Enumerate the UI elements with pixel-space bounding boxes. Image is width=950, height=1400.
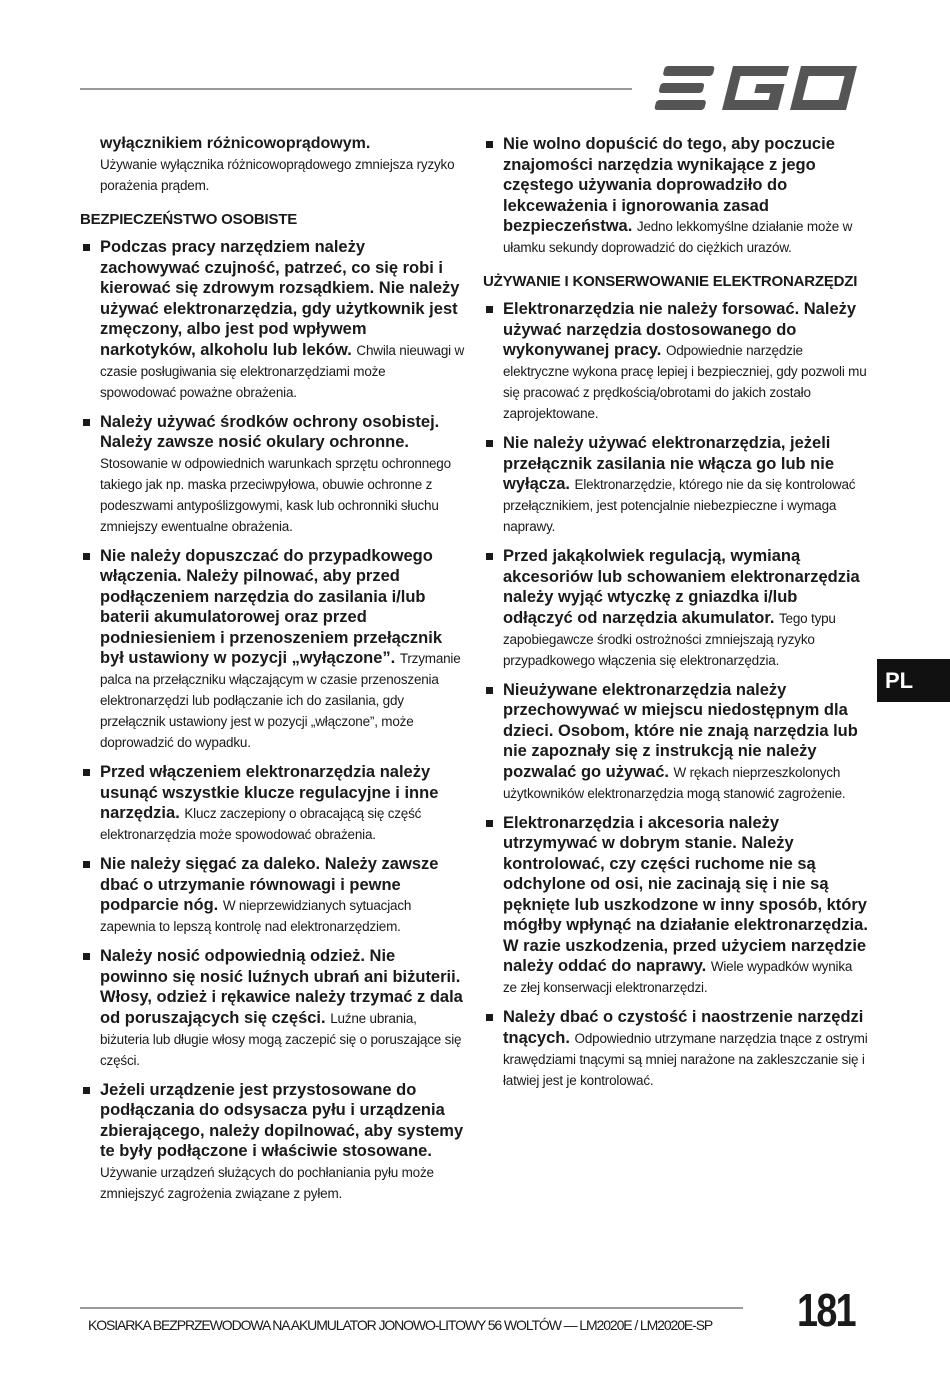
item-body: Odpowiednio utrzymane narzędzia tnące z ostrymi krawędziami tnącymi są mniej narażone na zakleszczanie się i łatwiej jest je kontrolować.	[503, 1030, 868, 1088]
bullet-icon	[83, 953, 90, 960]
item-body: Stosowanie w odpowiednich warunkach sprzętu ochronnego takiego jak np. maska przeciwpyłowa, obuwie ochronne z podeszwami antypoślizgowymi, kask lub ochronniki słuchu zmniejszy ewentualne obrażenia.	[100, 455, 451, 534]
bullet-icon	[83, 553, 90, 560]
list-item	[483, 1007, 868, 1091]
bullet-icon	[83, 244, 90, 251]
bullet-icon	[83, 419, 90, 426]
bullet-icon	[486, 141, 493, 148]
list-item	[80, 762, 465, 845]
bullet-icon	[83, 769, 90, 776]
bullet-icon	[83, 861, 90, 868]
list-item	[80, 854, 465, 937]
left-column	[80, 134, 465, 1213]
bullet-icon	[486, 553, 493, 560]
item-body: Klucz zaczepiony o obracającą się część elektronarzędzia może spowodować obrażenia.	[100, 806, 422, 842]
section-title-personal-safety: BEZPIECZEŃSTWO OSOBISTE	[80, 211, 298, 228]
item-body: Wiele wypadków wynika ze złej konserwacji elektronarzędzi.	[503, 959, 853, 995]
list-item	[80, 946, 465, 1071]
item-lead: Należy nosić odpowiednią odzież. Nie powinno się nosić luźnych ubrań ani biżuterii. Włosy, odzież i rękawice należy trzymać z dala od poruszających się części.	[100, 947, 463, 1027]
list-item	[483, 813, 868, 999]
list-item	[80, 237, 465, 403]
list-item	[483, 433, 868, 537]
item-body: Tego typu zapobiegawcze środki ostrożności zmniejszają ryzyko przypadkowego włączenia się elektronarzędzia.	[503, 610, 836, 668]
item-lead: Należy dbać o czystość i naostrzenie narzędzi tnących.	[503, 1008, 864, 1047]
right-column	[483, 134, 868, 1100]
list-item	[483, 299, 868, 424]
item-lead: Nieużywane elektronarzędzia należy przechowywać w miejscu niedostępnym dla dzieci. Osobom, które nie znają narzędzia lub nie zapoznały się z instrukcją nie należy pozwalać go używać.	[503, 680, 858, 781]
item-body: Używanie urządzeń służących do pochłaniania pyłu może zmniejszyć zagrożenia związane z pyłem.	[100, 1164, 434, 1201]
bullet-icon	[486, 306, 493, 313]
item-lead: Nie wolno dopuścić do tego, aby poczucie znajomości narzędzia wynikające z jego częstego używania doprowadziło do lekceważenia i ignorowania zasad bezpieczeństwa.	[503, 135, 835, 235]
list-item	[483, 546, 868, 671]
item-lead: Nie należy sięgać za daleko. Należy zawsze dbać o utrzymanie równowagi i pewne podparcie nóg.	[100, 855, 439, 914]
list-item	[80, 1080, 465, 1204]
header-rule	[80, 88, 632, 90]
bullet-icon	[486, 820, 493, 827]
list-item	[80, 546, 465, 754]
continuation-body: Używanie wyłącznika różnicowoprądowego zmniejsza ryzyko porażenia prądem.	[100, 157, 455, 193]
item-lead: Jeżeli urządzenie jest przystosowane do podłączania do odsysacza pyłu i urządzenia zbierającego, należy dopilnować, aby systemy te były podłączone i właściwie stosowane.	[100, 1080, 464, 1160]
bullet-icon	[486, 687, 493, 694]
item-lead: Elektronarzędzia i akcesoria należy utrzymywać w dobrym stanie. Należy kontrolować, czy części ruchome nie są odchylone od osi, nie zacinają się i nie są pęknięte lub uszkodzone w inny sposób, który mógłby wpłynąć na działanie elektronarzędzia. W razie uszkodzenia, przed użyciem narzędzie należy oddać do naprawy.	[503, 813, 868, 975]
item-lead: Podczas pracy narzędziem należy zachowywać czujność, patrzeć, co się robi i kierować się zdrowym rozsądkiem. Nie należy używać elektronarzędzia, gdy użytkownik jest zmęczony, albo jest pod wpływem narkotyków, alkoholu lub leków.	[100, 238, 460, 359]
item-lead: Elektronarzędzia nie należy forsować. Należy używać narzędzia dostosowanego do wykonywanej pracy.	[503, 300, 857, 359]
ego-logo	[652, 62, 864, 114]
item-body: Jedno lekkomyślne działanie może w ułamku sekundy doprowadzić do ciężkich urazów.	[503, 219, 853, 255]
item-body: Elektronarzędzie, którego nie da się kontrolować przełącznikiem, jest potencjalnie niebezpieczne i wymaga naprawy.	[503, 477, 856, 534]
item-lead: Nie należy używać elektronarzędzia, jeżeli przełącznik zasilania nie włącza go lub nie wyłącza.	[503, 434, 835, 493]
footer-rule	[80, 1307, 743, 1309]
item-body: W rękach nieprzeszkolonych użytkowników elektronarzędzia mogą stanowić zagrożenie.	[503, 764, 846, 801]
item-body: Odpowiednie narzędzie elektryczne wykona pracę lepiej i bezpieczniej, gdy pozwoli mu się pracować z prędkością/obrotami do jakich zostało zaprojektowane.	[503, 343, 867, 421]
footer-product-title: KOSIARKA BEZPRZEWODOWA NA AKUMULATOR JONOWO-LITOWY 56 WOLTÓW — LM2020E / LM2020E-SP	[88, 1317, 713, 1333]
item-lead: Przed włączeniem elektronarzędzia należy usunąć wszystkie klucze regulacyjne i inne narzędzia.	[100, 763, 439, 822]
language-tab: PL	[877, 659, 950, 702]
bullet-icon	[83, 1087, 90, 1094]
item-body: Luźne ubrania, biżuteria lub długie włosy mogą zaczepić się o poruszające się części.	[100, 1010, 462, 1068]
item-body: Trzymanie palca na przełączniku włączającym w czasie przenoszenia elektronarzędzi lub podłączanie ich do zasilania, gdy przełącznik ustawiony jest w pozycji „włączone”, może doprowadzić do wypadku.	[100, 651, 461, 750]
section-title-use-and-care: UŻYWANIE I KONSERWOWANIE ELEKTRONARZĘDZI	[483, 273, 858, 290]
page-number: 181	[797, 1284, 856, 1336]
item-body: W nieprzewidzianych sytuacjach zapewnia to lepszą kontrolę nad elektronarzędziem.	[100, 898, 412, 934]
list-item	[483, 134, 868, 258]
item-body: Chwila nieuwagi w czasie posługiwania się elektronarzędziami może spowodować poważne obrażenia.	[100, 342, 465, 400]
list-item	[483, 680, 868, 804]
bullet-icon	[486, 440, 493, 447]
bullet-icon	[486, 1014, 493, 1021]
continuation-lead: wyłącznikiem różnicowoprądowym.	[100, 135, 371, 152]
list-item	[80, 412, 465, 537]
item-lead: Należy używać środków ochrony osobistej. Należy zawsze nosić okulary ochronne.	[100, 412, 440, 451]
item-lead: Przed jakąkolwiek regulacją, wymianą akcesoriów lub schowaniem elektronarzędzia należy wyjąć wtyczkę z gniazdka i/lub odłączyć od narzędzia akumulator.	[503, 547, 860, 627]
item-lead: Nie należy dopuszczać do przypadkowego włączenia. Należy pilnować, aby przed podłączeniem narzędzia do zasilania i/lub baterii akumulatorowej oraz przed podniesieniem i przenoszeniem przełącznik był ustawiony w pozycji „wyłączone”.	[100, 546, 443, 667]
